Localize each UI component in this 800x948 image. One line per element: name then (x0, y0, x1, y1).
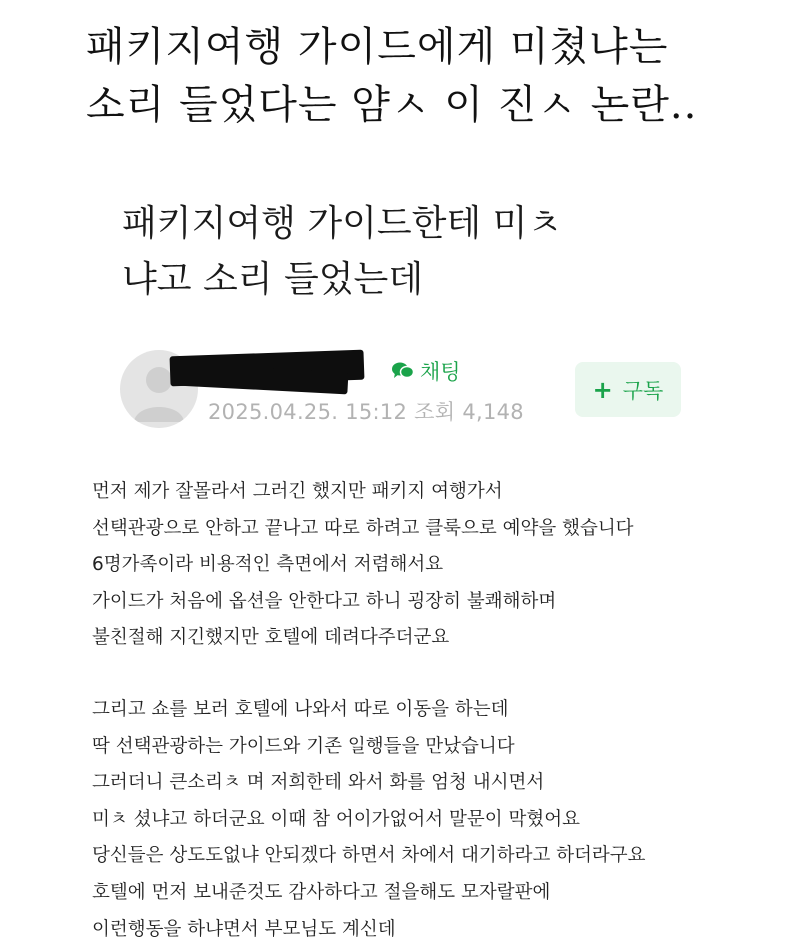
body-line: 이런행동을 하냐면서 부모님도 계신데 (92, 918, 396, 940)
body-line: 그러더니 큰소리ㅊ 며 저희한테 와서 화를 엄청 내시면서 (92, 772, 545, 794)
body-line: 선택관광으로 안하고 끝나고 따로 하려고 클룩으로 예약을 했습니다 (92, 517, 634, 539)
body-line: 호텔에 먼저 보내준것도 감사하다고 절을해도 모자랄판에 (92, 881, 551, 903)
body-line: 그리고 쇼를 보러 호텔에 나와서 따로 이동을 하는데 (92, 698, 509, 720)
post-title (122, 196, 742, 308)
body-line: 가이드가 처음에 옵션을 안한다고 하니 굉장히 불쾌해하며 (92, 590, 557, 612)
body-line: 먼저 제가 잘몰라서 그러긴 했지만 패키지 여행가서 (92, 481, 503, 502)
chat-bubble-icon (392, 361, 414, 381)
body-line: 당신들은 상도도없냐 안되겠다 하면서 차에서 대기하라고 하더라구요 (92, 845, 646, 867)
post-body (92, 474, 772, 948)
plus-icon: + (592, 375, 613, 404)
body-line: 딱 선택관광하는 가이드와 기존 일행들을 만났습니다 (92, 735, 515, 757)
subscribe-button[interactable] (575, 362, 681, 417)
paragraph-gap (92, 657, 772, 692)
post-meta: 2025.04.25. 15:12 조회 4,148 (208, 400, 524, 424)
body-line: 불친절해 지긴했지만 호텔에 데려다주더군요 (92, 627, 450, 649)
post-title-line-1: 패키지여행 가이드한테 미ㅊ (122, 203, 563, 244)
headline (86, 18, 786, 134)
body-line: 6명가족이라 비용적인 측면에서 저렴해서요 (92, 554, 444, 576)
body-line: 미ㅊ 셨냐고 하더군요 이때 참 어이가없어서 말문이 막혔어요 (92, 808, 580, 830)
post-title-line-2: 냐고 소리 들었는데 (122, 259, 424, 300)
headline-line-1: 패키지여행 가이드에게 미쳤냐는 (86, 24, 669, 70)
chat-label: 채팅 (420, 360, 461, 384)
subscribe-label: 구독 (622, 378, 664, 403)
headline-line-2: 소리 들었다는 얌ㅅ 이 진ㅅ 논란.. (86, 82, 698, 128)
chat-button[interactable] (392, 356, 461, 386)
